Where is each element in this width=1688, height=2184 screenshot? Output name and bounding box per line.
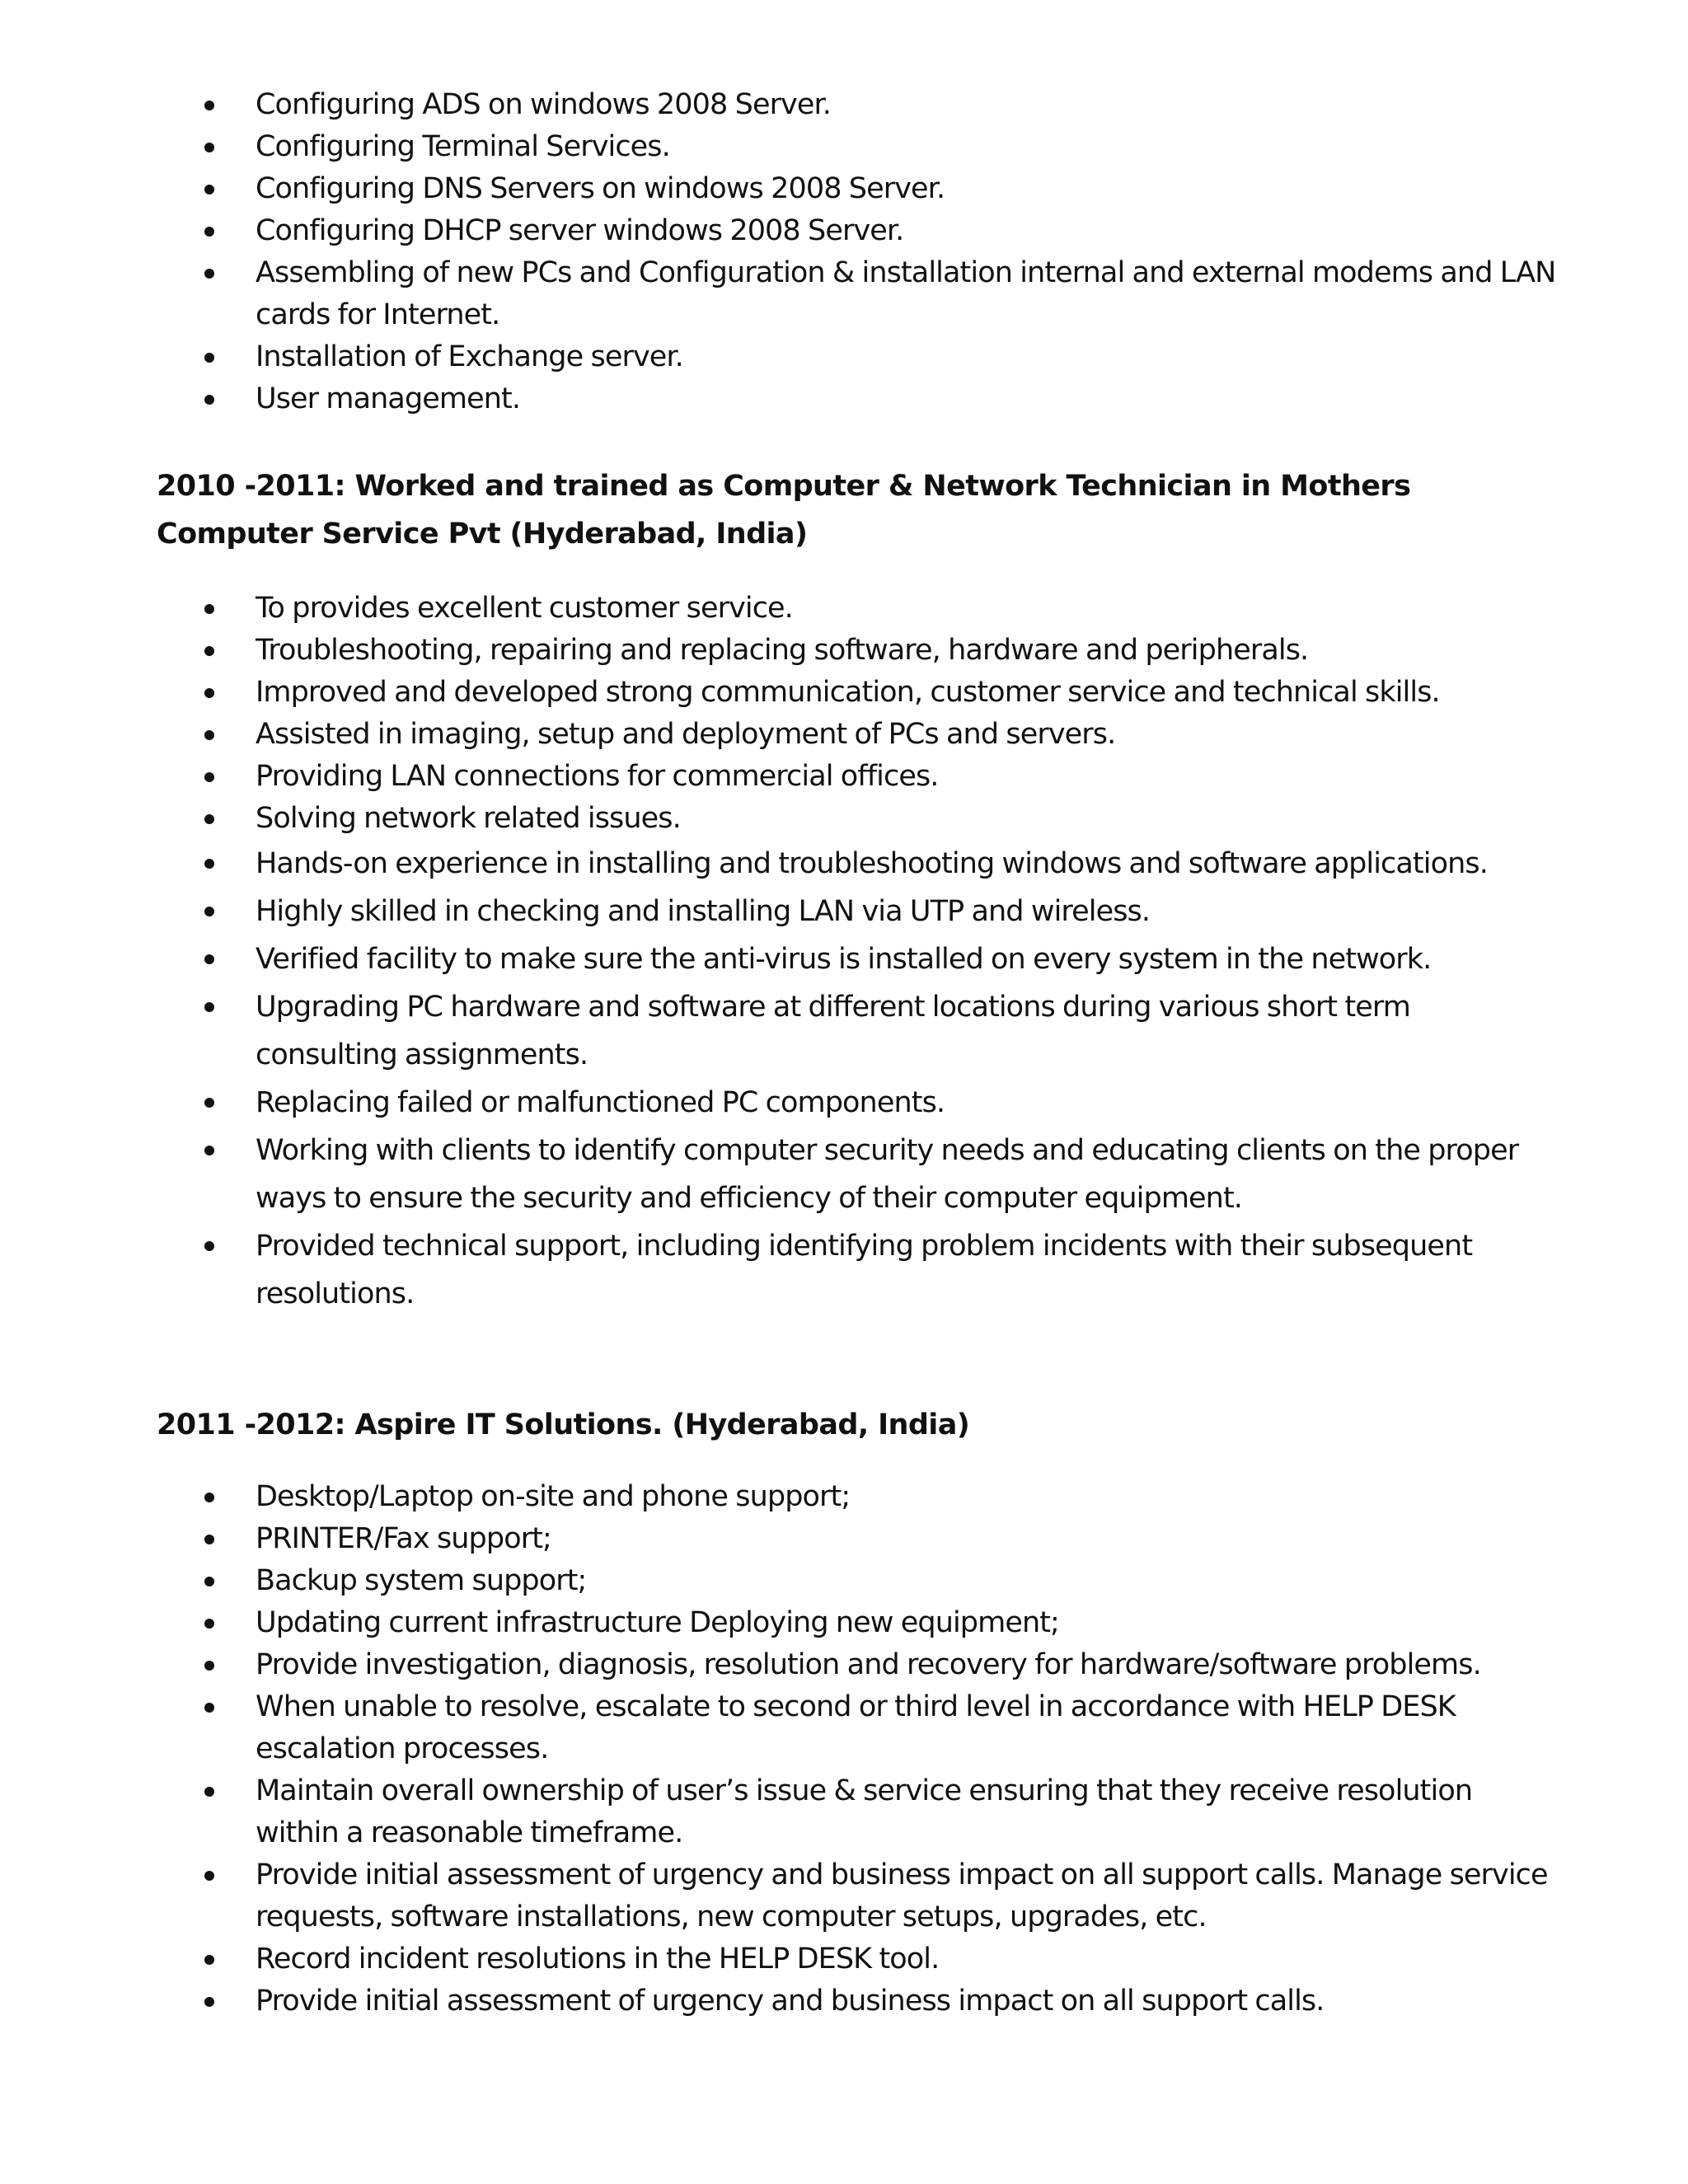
list-item: Upgrading PC hardware and software at different locations during various short term consulting assignments. — [0, 983, 1688, 1079]
list-item: Configuring ADS on windows 2008 Server. — [0, 84, 1688, 126]
list-item: Working with clients to identify computer security needs and educating clients on the proper ways to ensure the security and efficiency of their computer equipment. — [0, 1127, 1688, 1222]
list-item: Configuring DNS Servers on windows 2008 Server. — [0, 168, 1688, 210]
bullet-list-2010 — [0, 588, 1688, 1318]
list-item: Installation of Exchange server. — [0, 336, 1688, 378]
list-item: Improved and developed strong communication, customer service and technical skills. — [0, 672, 1688, 714]
list-item: Provide initial assessment of urgency and business impact on all support calls. Manage service requests, software installations, new computer setups, upgrades, etc. — [0, 1854, 1688, 1938]
list-item: Provide initial assessment of urgency and business impact on all support calls. — [0, 1980, 1688, 2022]
list-item: Troubleshooting, repairing and replacing software, hardware and peripherals. — [0, 630, 1688, 672]
list-item: Verified facility to make sure the anti-virus is installed on every system in the network. — [0, 935, 1688, 983]
list-item: Desktop/Laptop on-site and phone support; — [0, 1476, 1688, 1518]
list-item: Configuring Terminal Services. — [0, 126, 1688, 168]
list-item: Solving network related issues. — [0, 798, 1688, 840]
list-item: User management. — [0, 378, 1688, 420]
list-item: Provided technical support, including identifying problem incidents with their subsequent resolutions. — [0, 1222, 1688, 1318]
list-item: To provides excellent customer service. — [0, 588, 1688, 630]
section-heading-2011: 2011 -2012: Aspire IT Solutions. (Hyderabad, India) — [157, 1408, 970, 1441]
list-item: Configuring DHCP server windows 2008 Server. — [0, 210, 1688, 252]
bullet-list-2011 — [0, 1476, 1688, 2022]
list-item: Backup system support; — [0, 1560, 1688, 1602]
top-bullet-list — [0, 84, 1688, 420]
list-item: Maintain overall ownership of user’s issue & service ensuring that they receive resolution within a reasonable timeframe. — [0, 1770, 1688, 1854]
list-item: Assembling of new PCs and Configuration & installation internal and external modems and LAN cards for Internet. — [0, 252, 1688, 336]
list-item: Updating current infrastructure Deploying new equipment; — [0, 1602, 1688, 1644]
list-item: Hands-on experience in installing and troubleshooting windows and software applications. — [0, 840, 1688, 888]
list-item: Replacing failed or malfunctioned PC components. — [0, 1079, 1688, 1127]
list-item: Assisted in imaging, setup and deployment of PCs and servers. — [0, 714, 1688, 756]
list-item: Record incident resolutions in the HELP DESK tool. — [0, 1938, 1688, 1980]
list-item: When unable to resolve, escalate to second or third level in accordance with HELP DESK escalation processes. — [0, 1686, 1688, 1770]
list-item: Provide investigation, diagnosis, resolution and recovery for hardware/software problems. — [0, 1644, 1688, 1686]
list-item: Highly skilled in checking and installing LAN via UTP and wireless. — [0, 888, 1688, 935]
section-heading-2010: 2010 -2011: Worked and trained as Computer & Network Technician in Mothers Computer Service Pvt (Hyderabad, India) — [157, 470, 1411, 551]
list-item: PRINTER/Fax support; — [0, 1518, 1688, 1560]
list-item: Providing LAN connections for commercial offices. — [0, 756, 1688, 798]
